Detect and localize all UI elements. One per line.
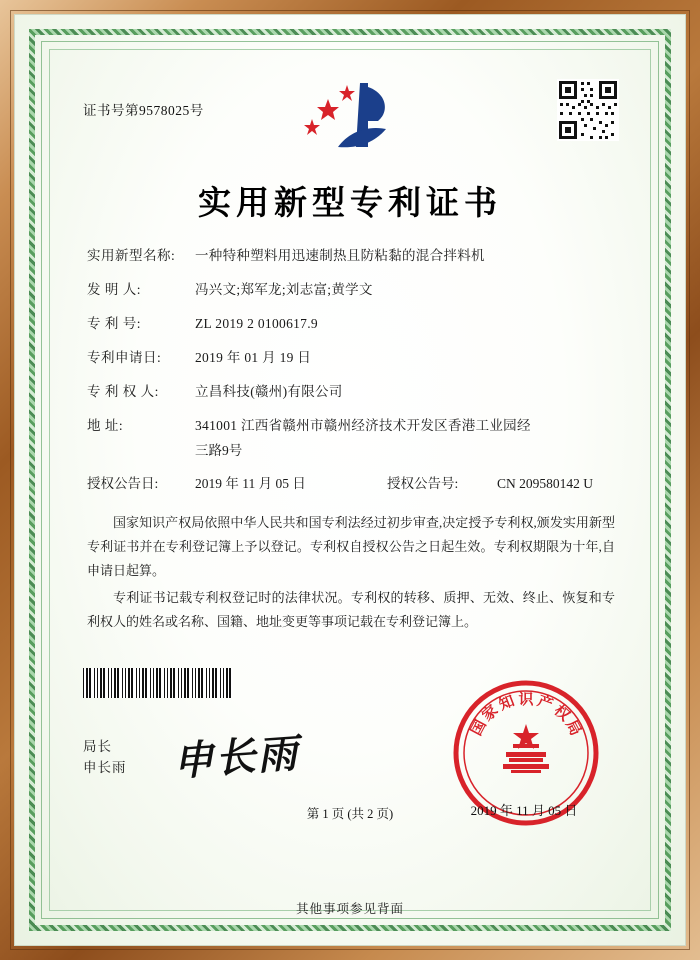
- grant-date-label: 授权公告日:: [87, 476, 159, 492]
- footer-note: 其他事项参见背面: [295, 902, 404, 916]
- field-grant-number: [387, 474, 617, 495]
- sipo-logo-icon: [290, 75, 410, 167]
- patentee-label: 专 利 权 人:: [87, 383, 159, 399]
- svg-text:识: 识: [518, 691, 534, 708]
- svg-text:知: 知: [497, 692, 517, 714]
- patent-name-label: 实用新型名称:: [87, 248, 176, 263]
- field-patent-number: [87, 314, 617, 335]
- page-title: 实用新型专利证书: [198, 186, 502, 222]
- grant-no-label: 授权公告号:: [387, 476, 459, 492]
- header-row: [77, 73, 623, 169]
- certificate-paper: [14, 14, 686, 946]
- svg-text:权: 权: [550, 702, 573, 725]
- page-number: 第 1 页 (共 2 页): [306, 806, 394, 821]
- director-title: 局长: [83, 738, 112, 754]
- svg-text:产: 产: [535, 692, 555, 714]
- grant-no-value: CN 209580142 U: [497, 476, 594, 492]
- qr-code-icon: [557, 79, 619, 141]
- grant-date-value: 2019 年 11 月 05 日: [195, 476, 306, 492]
- application-date-value: 2019 年 01 月 19 日: [195, 349, 312, 365]
- field-address: [87, 416, 617, 437]
- field-patent-name: [87, 246, 617, 267]
- legal-paragraph-2: 专利证书记载专利权登记时的法律状况。专利权的转移、质押、无效、终止、恢复和专利权人的姓名或名称、国籍、地址变更等事项记载在专利登记簿上。: [87, 589, 615, 629]
- field-patentee: [87, 382, 617, 403]
- seal-date: 2019 年 11 月 05 日: [470, 802, 578, 818]
- application-date-label: 专利申请日:: [87, 349, 162, 365]
- svg-text:家: 家: [479, 702, 502, 725]
- legal-text: [87, 511, 615, 633]
- inventor-value: 冯兴文;郑军龙;刘志富;黄学文: [195, 281, 373, 297]
- svg-text:国: 国: [468, 717, 490, 739]
- handwritten-signature: 申长雨: [171, 730, 301, 784]
- field-inventor: [87, 280, 617, 301]
- address-value-line2: 三路9号: [195, 442, 243, 458]
- director-label: [83, 736, 127, 779]
- field-grant-date: [87, 474, 387, 495]
- patent-no-label: 专 利 号:: [87, 315, 142, 331]
- field-application-date: [87, 348, 617, 369]
- barcode: [83, 668, 233, 698]
- patent-name-value: 一种特种塑料用迅速制热且防粘黏的混合拌料机: [195, 248, 485, 263]
- paper-inner-border: [49, 49, 651, 911]
- patent-no-value: ZL 2019 2 0100617.9: [195, 315, 318, 331]
- official-seal: [451, 678, 601, 828]
- signature-area: [77, 668, 623, 858]
- address-value: 341001 江西省赣州市赣州经济技术开发区香港工业园经: [195, 417, 531, 433]
- address-label: 地 址:: [87, 417, 124, 433]
- svg-text:局: 局: [562, 717, 584, 739]
- certificate-number: 证书号第9578025号: [83, 103, 204, 118]
- field-list: [87, 246, 617, 495]
- certificate-content: [55, 55, 645, 905]
- inventor-label: 发 明 人:: [87, 281, 142, 297]
- patentee-value: 立昌科技(赣州)有限公司: [195, 383, 343, 399]
- field-grant-row: [87, 474, 617, 495]
- director-name: 申长雨: [83, 760, 127, 776]
- legal-paragraph-1: 国家知识产权局依照中华人民共和国专利法经过初步审查,决定授予专利权,颁发实用新型专利证书并在专利登记簿上予以登记。专利权自授权公告之日起生效。专利权期限为十年,自申请日起算。: [87, 515, 615, 579]
